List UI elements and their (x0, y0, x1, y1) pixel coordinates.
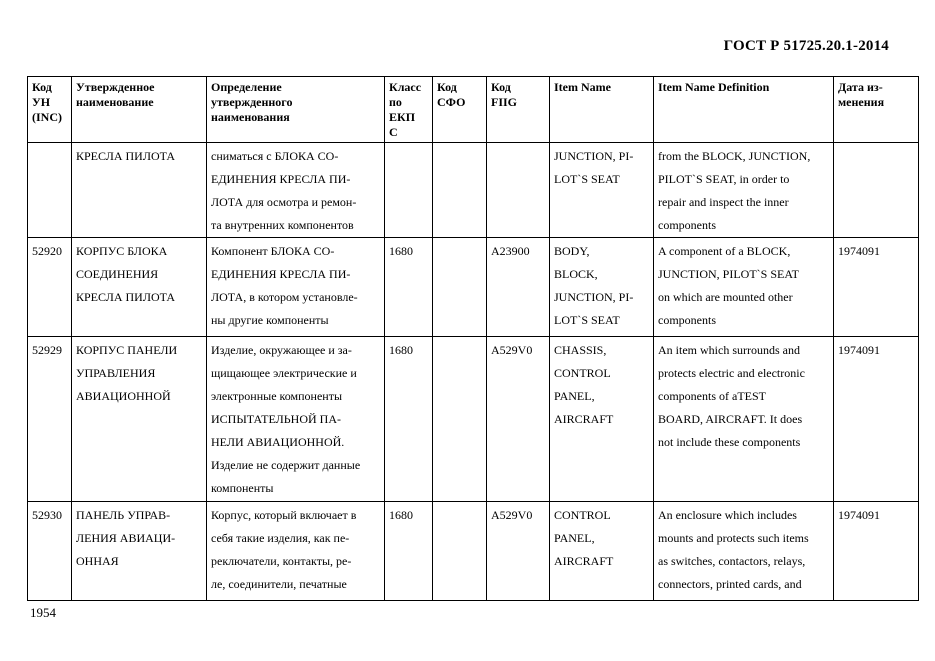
header-class: Класс по ЕКП С (385, 77, 433, 143)
table-row (28, 238, 919, 337)
cell-fiig: A23900 (487, 238, 550, 337)
cell-fiig (487, 143, 550, 238)
table-row (28, 502, 919, 601)
cell-sfo (433, 238, 487, 337)
cell-sfo (433, 143, 487, 238)
cell-inc: 52920 (28, 238, 72, 337)
cell-item-definition: An enclosure which includes mounts and protects such items as switches, contactors, relays, connectors, printed cards, and (654, 502, 834, 601)
header-approved-definition: Определение утвержденного наименования (207, 77, 385, 143)
cell-definition: сниматься с БЛОКА СО- ЕДИНЕНИЯ КРЕСЛА ПИ- ЛОТА для осмотра и ремон- та внутренних компонентов (207, 143, 385, 238)
cell-fiig: A529V0 (487, 502, 550, 601)
cell-item-definition: A component of a BLOCK, JUNCTION, PILOT`S SEAT on which are mounted other components (654, 238, 834, 337)
cell-change-date (834, 143, 919, 238)
header-item-name: Item Name (550, 77, 654, 143)
header-sfo: Код СФО (433, 77, 487, 143)
cell-item-name: BODY, BLOCK, JUNCTION, PI- LOT`S SEAT (550, 238, 654, 337)
cell-name: КОРПУС ПАНЕЛИ УПРАВЛЕНИЯ АВИАЦИОННОЙ (72, 337, 207, 502)
header-item-name-definition: Item Name Definition (654, 77, 834, 143)
cell-inc (28, 143, 72, 238)
cell-item-name: CHASSIS, CONTROL PANEL, AIRCRAFT (550, 337, 654, 502)
cell-fiig: A529V0 (487, 337, 550, 502)
cell-name: КРЕСЛА ПИЛОТА (72, 143, 207, 238)
cell-class: 1680 (385, 502, 433, 601)
catalog-table (27, 76, 919, 601)
cell-class (385, 143, 433, 238)
cell-inc: 52930 (28, 502, 72, 601)
header-approved-name: Утвержденное наименование (72, 77, 207, 143)
page-number: 1954 (30, 605, 56, 620)
header-fiig: Код FIIG (487, 77, 550, 143)
cell-item-name: JUNCTION, PI- LOT`S SEAT (550, 143, 654, 238)
cell-name: КОРПУС БЛОКА СОЕДИНЕНИЯ КРЕСЛА ПИЛОТА (72, 238, 207, 337)
cell-name: ПАНЕЛЬ УПРАВ- ЛЕНИЯ АВИАЦИ- ОННАЯ (72, 502, 207, 601)
cell-class: 1680 (385, 238, 433, 337)
cell-item-definition: from the BLOCK, JUNCTION, PILOT`S SEAT, in order to repair and inspect the inner components (654, 143, 834, 238)
cell-change-date: 1974091 (834, 238, 919, 337)
cell-change-date: 1974091 (834, 502, 919, 601)
table-header-row (28, 77, 919, 143)
table-row (28, 337, 919, 502)
header-inc: Код УН (INC) (28, 77, 72, 143)
cell-sfo (433, 502, 487, 601)
table-row (28, 143, 919, 238)
header-change-date: Дата из- менения (834, 77, 919, 143)
cell-definition: Изделие, окружающее и за- щищающее электрические и электронные компоненты ИСПЫТАТЕЛЬНОЙ ПА- НЕЛИ АВИАЦИОННОЙ. Изделие не содержит данные компоненты (207, 337, 385, 502)
cell-definition: Компонент БЛОКА СО- ЕДИНЕНИЯ КРЕСЛА ПИ- ЛОТА, в котором установле- ны другие компоненты (207, 238, 385, 337)
cell-inc: 52929 (28, 337, 72, 502)
cell-item-name: CONTROL PANEL, AIRCRAFT (550, 502, 654, 601)
cell-item-definition: An item which surrounds and protects electric and electronic components of aTEST BOARD, AIRCRAFT. It does not include these components (654, 337, 834, 502)
cell-class: 1680 (385, 337, 433, 502)
document-standard-header: ГОСТ Р 51725.20.1-2014 (723, 38, 889, 54)
cell-change-date: 1974091 (834, 337, 919, 502)
cell-sfo (433, 337, 487, 502)
cell-definition: Корпус, который включает в себя такие изделия, как пе- реключатели, контакты, ре- ле, соединители, печатные (207, 502, 385, 601)
